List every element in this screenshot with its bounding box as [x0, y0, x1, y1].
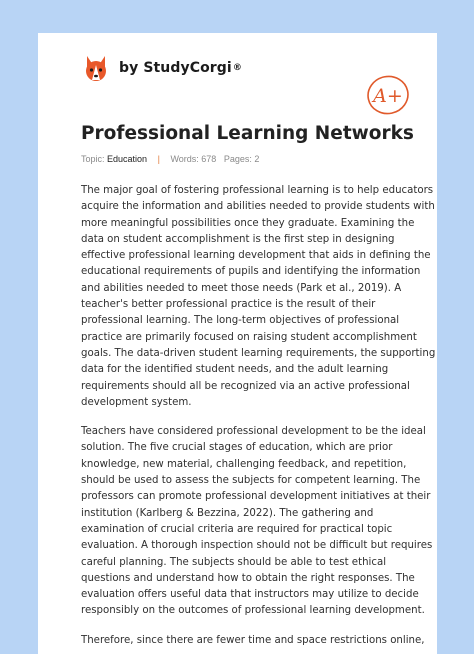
paragraph: Teachers have considered professional development to be the ideal solution. The five crucial stages of education, which are prior knowledge, new material, challenging feedback, and repetition, should be used to assess the subjects for competent learning. The professors can promote professional development initiatives at their institution (Karlberg & Bezzina, 2022). The gathering and examination of crucial criteria are required for practical topic evaluation. A thorough inspection should not be difficult but requires careful planning. The subjects should be able to test ethical questions and understand how to obtain the right responses. The evaluation offers useful data that instructors may utilize to decide responsibly on the outcomes of professional learning development. — [81, 426, 433, 617]
registered-mark: ® — [232, 63, 242, 73]
document-title: Professional Learning Networks — [81, 123, 414, 144]
grade-badge-text: A+ — [373, 85, 403, 107]
paragraph: Therefore, since there are fewer time and space restrictions online, — [81, 634, 425, 646]
document-meta — [81, 154, 259, 164]
brand[interactable] — [81, 53, 242, 83]
page-count: Pages: 2 — [223, 154, 260, 164]
meta-separator: | — [157, 154, 160, 164]
paragraph: The major goal of fostering professional learning is to help educators acquire the information and abilities needed to provide students with more meaningful possibilities once they graduate. Examining the data on student accomplishment is the first step in designing effective professional learning development that aids in defining the educational requirements of pupils and identifying the information and abilities needed to meet those needs (Park et al., 2019). A teacher's better professional practice is the result of their professional learning. The long-term objectives of professional practice are primarily focused on raising student accomplishment goals. The data-driven student learning requirements, the supporting data for the identified student needs, and the adult learning requirements should all be recognized via an active professional development system. — [81, 185, 436, 408]
document-page — [38, 33, 437, 654]
topic-label: Topic: — [81, 154, 105, 164]
grade-badge-icon — [366, 73, 410, 117]
brand-name: by StudyCorgi — [119, 60, 232, 76]
corgi-logo-icon — [81, 53, 111, 83]
word-count: Words: 678 — [170, 154, 217, 164]
topic-link[interactable]: Education — [107, 154, 148, 164]
document-body — [81, 183, 437, 654]
